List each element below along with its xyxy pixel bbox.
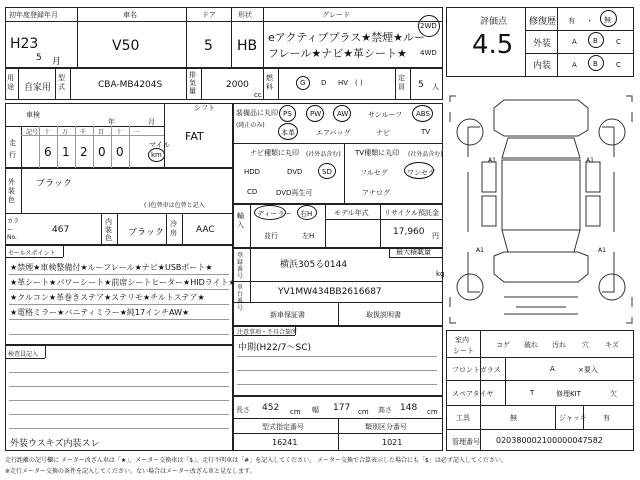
aircon-label: 冷房 [170, 220, 177, 237]
mileage-digit: 6 [44, 145, 52, 159]
nav-dvd-playback: DVD再生可 [276, 189, 313, 197]
int-grade-b: B [593, 60, 598, 68]
yen-unit: 円 [432, 232, 439, 240]
int-grade-a: A [572, 61, 577, 69]
equip-navi: ナビ [376, 129, 390, 137]
tools-label: 工具 [456, 414, 470, 422]
nav-hdd: HDD [244, 168, 261, 176]
mile-label: マイル [149, 141, 170, 149]
cc-unit: cc [254, 91, 262, 99]
equip-airbag: エアバッグ [316, 129, 351, 137]
nav-type-title: ナビ種類に丸印 [250, 149, 299, 157]
recycle-value: 17,960 [393, 227, 425, 237]
equip-pw: PW [310, 110, 322, 118]
int-grade-c: C [616, 61, 621, 69]
model-year-label: モデル年式 [334, 209, 369, 217]
grade-line-2: フレール★ナビ★革シート★ [268, 47, 407, 60]
chassis-label: 車台番号 [237, 284, 244, 312]
capacity-value: 5 [418, 80, 424, 90]
mileage-digit-header: 記号 [26, 129, 39, 136]
mileage-digit-header: 十 [116, 129, 123, 136]
height-value: 148 [400, 403, 418, 413]
repair-no: 無 [604, 16, 611, 24]
door-label: ドア [202, 11, 216, 19]
import-right-handle: 右H [300, 210, 313, 218]
model-value: CBA-MB4204S [98, 80, 163, 90]
exterior-grade-label: 外装 [533, 39, 552, 49]
capacity-label: 定員 [398, 74, 405, 91]
mileage-digit: 0 [116, 145, 124, 159]
interior-stain: 汚れ [552, 341, 566, 349]
use-value: 自家用 [24, 83, 52, 93]
interior-tear: 破れ [524, 341, 538, 349]
exterior-color: ブラック [36, 179, 72, 189]
equip-tv: TV [421, 128, 431, 136]
notes-section [233, 326, 443, 396]
car-name-label: 車名 [123, 11, 137, 19]
displacement-value: 2000 [226, 80, 249, 90]
mileage-digit: 0 [98, 145, 106, 159]
score-value: 4.5 [472, 30, 514, 60]
notes-value: 中期(H22/7～SC) [238, 343, 311, 353]
first-reg-month: 5 [36, 53, 42, 63]
windshield-a: A [550, 365, 555, 373]
equip-ps: PS [283, 110, 292, 118]
fuel-other: ( ) [355, 79, 363, 87]
sales-point-line-1: ★禁煙★車検整備付★ルーフレール★ナビ★USBポート★ [10, 263, 213, 272]
shift-value: FAT [185, 130, 204, 143]
fuel-d: D [321, 79, 327, 87]
shift-label: シフト [194, 104, 215, 112]
door-count: 5 [204, 38, 213, 54]
displacement-label: 排気量 [189, 71, 196, 95]
category-value: 1021 [382, 438, 403, 447]
notes-label: 注意事項・不具合箇所 [237, 329, 298, 336]
kg-unit: kg [436, 270, 445, 278]
nav-cd: CD [247, 188, 258, 196]
repair-yes: 有 [568, 17, 575, 25]
equip-leather: 本革 [281, 129, 295, 137]
grade-line-1: eアクティブプラス★禁煙★ルー [268, 31, 425, 44]
mileage-digit-header: 百 [98, 129, 105, 136]
first-reg-year: H23 [10, 36, 39, 52]
fuel-hv: HV [338, 79, 349, 87]
spare-none: 欠 [610, 390, 617, 398]
car-damage-diagram [446, 92, 636, 327]
mileage-digit-header: 万 [62, 129, 69, 136]
shape-label: 形状 [238, 11, 252, 19]
tv-analog: アナログ [362, 189, 390, 197]
damage-a1-left-rear: A1 [476, 247, 484, 254]
exterior-color-label: 外装色 [8, 178, 15, 204]
chassis-no: YV1MW434BB2616687 [278, 287, 382, 297]
ext-grade-c: C [616, 38, 621, 46]
length-value: 452 [262, 403, 280, 413]
nav-dvd: DVD [287, 168, 303, 176]
sales-point-line-3: ★クルコン★革巻きステア★ステリモ★チルトステア★ [10, 293, 205, 302]
recycle-label: リサイクル預託金 [384, 209, 440, 217]
inspection-year-unit: 年 [108, 118, 115, 126]
score-label: 評価点 [480, 17, 508, 27]
ext-grade-a: A [572, 38, 577, 46]
damage-a1-left-front: A1 [488, 157, 496, 164]
mileage-digit-header: 千 [80, 129, 87, 136]
color-no: 467 [52, 225, 70, 235]
month-unit: 月 [52, 57, 62, 67]
windshield-needs-repair: ×要入 [578, 366, 598, 374]
manage-no: 020380002100000047582 [496, 436, 603, 445]
spare-tire-label: スペアタイヤ [452, 390, 494, 398]
sales-points-label: セールスポイント [8, 250, 56, 257]
use-label: 用途 [7, 74, 14, 91]
sales-point-line-2: ★革シート★パワーシート★前席シートヒーター★HIDライト★ [10, 278, 236, 287]
width-label: 幅 [312, 406, 319, 414]
new-car-warranty: 新車保証書 [270, 311, 305, 319]
interior-burn: コゲ [496, 341, 510, 349]
body-shape: HB [237, 38, 258, 54]
tv-type-note: (社外品含む) [408, 151, 443, 158]
spare-t: T [530, 389, 535, 397]
equipment-subtitle: (純正のみ) [236, 122, 265, 129]
person-unit: 人 [432, 83, 439, 91]
mileage-digit-header: 十 [44, 129, 51, 136]
ext-grade-b: B [593, 37, 598, 45]
windshield-label: フロントガラス [452, 366, 501, 374]
jack-label: ジャッキ [559, 414, 587, 422]
equip-aw: AW [337, 110, 349, 118]
color-change-note: ( )色替車は色替と記入 [144, 202, 205, 209]
km-label: km [151, 151, 162, 159]
inspection-month-unit: 月 [148, 118, 155, 126]
mileage-label-1: 走 [9, 139, 16, 147]
interior-color-label: 内装色 [105, 218, 112, 242]
drive-2wd: 2WD [420, 22, 437, 30]
equip-abs: ABS [416, 110, 430, 118]
inspector-label: 検査員記入 [8, 351, 39, 358]
length-unit: cm [290, 408, 301, 416]
manage-no-label: 管理番号 [452, 438, 480, 446]
nav-type-note: (社外品含む) [306, 151, 341, 158]
interior-grade-label: 内装 [533, 61, 552, 71]
tv-type-title: TV種類に丸印 [355, 149, 400, 157]
max-load-label: 最大積載量 [396, 248, 431, 256]
height-label: 高さ [378, 406, 392, 414]
inspector-note: 外装ウスキズ内装スレ [10, 439, 100, 449]
length-label: 長さ [236, 406, 250, 414]
interior-hole: 穴 [582, 341, 589, 349]
reg-no-label: 登録番号 [237, 252, 244, 280]
damage-a1-right-rear: A1 [598, 247, 606, 254]
interior-sheet-label-2: シート [453, 347, 474, 355]
fuel-label: 燃料 [266, 74, 273, 91]
damage-a1-right-front: A1 [586, 157, 594, 164]
grade-label: グレード [322, 11, 350, 19]
interior-color: ブラック [128, 228, 164, 238]
height-unit: cm [427, 408, 438, 416]
inspection-label: 車検 [26, 111, 40, 119]
interior-sheet-label-1: 室内 [455, 336, 469, 344]
equip-sunroof: サンルーフ [368, 111, 403, 119]
fuel-g: G [300, 79, 306, 87]
jack-value: 有 [603, 414, 610, 422]
equipment-title: 装備品に丸印 [236, 109, 278, 117]
tv-oneseg: ワンセグ [407, 169, 435, 177]
import-parallel: 並行 [264, 232, 278, 240]
tv-fullseg: フルセグ [360, 169, 388, 177]
drive-4wd: 4WD [420, 49, 437, 57]
model-label: 型式 [58, 74, 65, 91]
import-left-handle: 左H [302, 232, 315, 240]
mileage-digit: 1 [62, 145, 70, 159]
category-label: 類別区分番号 [365, 423, 407, 431]
spare-repair-kit: 修理KIT [556, 390, 581, 398]
type-spec-value: 16241 [272, 438, 298, 447]
mileage-digit-header: 一 [134, 129, 141, 136]
first-reg-label: 初年度登録年月 [9, 11, 58, 19]
color-no-label: カラーNo. [7, 218, 20, 241]
import-dealer: ディーラー [257, 210, 292, 218]
footer-note-1: 走行距離の記号欄に メーター改ざん車は「★」、メーター交換車は「$」、走行不明車は「#」を記入してください。 メーター交換で合算表示した場合にも「$」は必ず記入してください。 [5, 457, 507, 464]
car-name: V50 [112, 38, 140, 54]
repair-history-label: 修復歴 [529, 17, 557, 27]
interior-scratch: キズ [605, 341, 619, 349]
width-value: 177 [333, 403, 351, 413]
aircon-value: AAC [196, 225, 215, 235]
import-label: 輸入 [237, 212, 244, 229]
mileage-digit: 2 [80, 145, 88, 159]
width-unit: cm [358, 408, 369, 416]
footer-note-2: ※走行メーター交換の条件を記入してください。ない場合はメーター改ざん車と見なします。 [5, 468, 256, 475]
reg-no: 横浜305る0144 [280, 260, 348, 270]
type-spec-label: 型式指定番号 [262, 423, 304, 431]
mileage-label-2: 行 [9, 151, 16, 159]
sales-point-line-4: ★電格ミラー★バニティミラー★純17インチAW★ [10, 308, 190, 317]
owner-manual: 取扱説明書 [366, 311, 401, 319]
repair-separator: ・ [586, 17, 593, 25]
tools-value: 無 [510, 414, 517, 422]
nav-sd: SD [322, 168, 332, 176]
